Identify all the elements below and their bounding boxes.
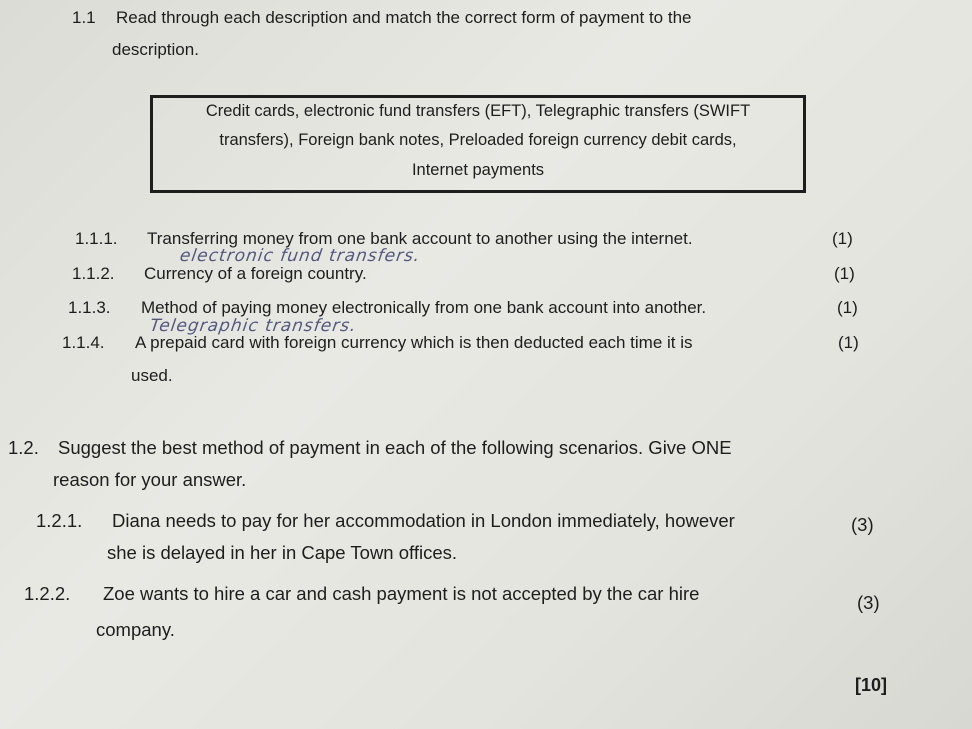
scenario-text-line2: she is delayed in her in Cape Town offices. [107,542,458,563]
scenario-marks: (3) [851,514,874,535]
sub-question-number: 1.1.1. [75,229,118,248]
scenario-text-line2: company. [96,619,175,640]
sub-question-text: Method of paying money electronically from one bank account into another. [141,298,707,317]
question-1-1-text-line1: Read through each description and match the correct form of payment to the [116,8,692,27]
options-line-2: transfers), Foreign bank notes, Preloaded foreign currency debit cards, [219,131,737,149]
sub-question-marks: (1) [832,229,853,248]
question-1-2-number: 1.2. [8,437,39,458]
sub-question-marks: (1) [837,298,858,317]
options-line-3: Internet payments [411,161,545,179]
sub-question-marks: (1) [838,333,859,352]
question-1-2-text-line2: reason for your answer. [53,469,247,490]
question-1-2-text-line1: Suggest the best method of payment in each of the following scenarios. Give ONE [58,437,732,458]
options-line-1: Credit cards, electronic fund transfers (EFT), Telegraphic transfers (SWIFT [205,102,751,120]
sub-question-text-continued: used. [131,366,173,385]
scenario-marks: (3) [857,592,880,613]
scenario-number: 1.2.1. [36,510,83,531]
sub-question-number: 1.1.3. [68,298,111,317]
total-marks: [10] [855,675,888,695]
scenario-number: 1.2.2. [24,583,71,604]
handwritten-answer: electronic fund transfers. [178,246,422,266]
handwritten-answer: Telegraphic transfers. [148,316,358,336]
question-1-1-text-line2: description. [112,40,199,59]
scenario-text-line1: Diana needs to pay for her accommodation in London immediately, however [112,510,735,531]
scenario-text-line1: Zoe wants to hire a car and cash payment is not accepted by the car hire [103,583,700,604]
question-1-1-number: 1.1 [72,8,96,27]
payment-options-box [150,95,806,193]
sub-question-number: 1.1.2. [72,264,115,283]
sub-question-text: Currency of a foreign country. [144,264,367,283]
sub-question-number: 1.1.4. [62,333,105,352]
sub-question-marks: (1) [834,264,855,283]
sub-question-text: Transferring money from one bank account to another using the internet. [147,229,693,248]
sub-question-text: A prepaid card with foreign currency which is then deducted each time it is [135,333,693,352]
